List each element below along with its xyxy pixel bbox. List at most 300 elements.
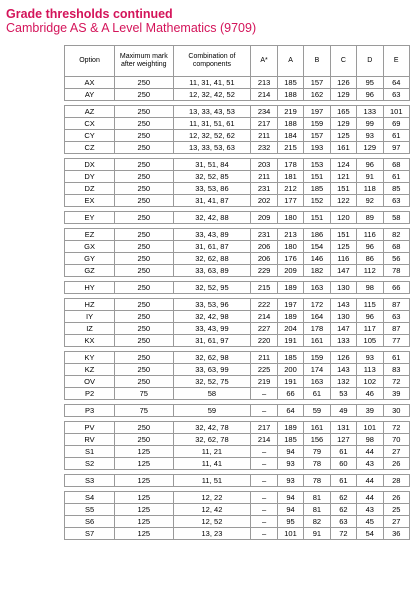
table-cell: 45 <box>357 516 383 528</box>
table-cell: 32, 42, 98 <box>173 311 251 323</box>
table-row <box>65 311 410 323</box>
table-cell: 61 <box>304 388 330 400</box>
table-cell: – <box>251 446 277 458</box>
table-cell: 151 <box>304 171 330 183</box>
table-cell: 98 <box>357 282 383 294</box>
table-cell: 250 <box>115 434 173 446</box>
table-cell: 68 <box>383 159 410 171</box>
table-cell: 94 <box>277 504 303 516</box>
table-cell: 193 <box>304 142 330 154</box>
table-cell: 162 <box>304 89 330 101</box>
table-row <box>65 159 410 171</box>
table-cell: 39 <box>383 388 410 400</box>
table-cell: 12, 52 <box>173 516 251 528</box>
table-cell: 151 <box>304 212 330 224</box>
table-row <box>65 118 410 130</box>
table-cell: 174 <box>304 364 330 376</box>
table-row <box>65 241 410 253</box>
table-cell: AX <box>65 77 115 89</box>
table-cell: 250 <box>115 422 173 434</box>
table-cell: 58 <box>173 388 251 400</box>
table-cell: 191 <box>277 376 303 388</box>
table-cell: 31, 61, 97 <box>173 335 251 347</box>
table-cell: CY <box>65 130 115 142</box>
table-cell: 250 <box>115 130 173 142</box>
table-cell: 125 <box>115 475 173 487</box>
table-cell: 44 <box>357 446 383 458</box>
table-cell: 28 <box>383 475 410 487</box>
table-cell: 93 <box>357 352 383 364</box>
table-row <box>65 171 410 183</box>
table-cell: 72 <box>330 528 356 540</box>
table-row <box>65 388 410 400</box>
table-cell: 131 <box>330 422 356 434</box>
table-cell: 81 <box>304 504 330 516</box>
table-cell: 44 <box>357 475 383 487</box>
table-cell: 126 <box>330 77 356 89</box>
table-cell: 72 <box>383 376 410 388</box>
header-option: Option <box>65 46 115 77</box>
table-cell: 63 <box>383 195 410 207</box>
table-cell: 62 <box>330 504 356 516</box>
table-cell: HZ <box>65 299 115 311</box>
table-cell: 63 <box>383 311 410 323</box>
table-cell: 32, 62, 88 <box>173 253 251 265</box>
table-cell: 250 <box>115 323 173 335</box>
table-cell: 197 <box>277 299 303 311</box>
table-cell: 185 <box>304 183 330 195</box>
table-cell: 101 <box>383 106 410 118</box>
table-cell: DZ <box>65 183 115 195</box>
header-grade-e: E <box>383 46 410 77</box>
table-cell: – <box>251 528 277 540</box>
table-cell: 163 <box>304 282 330 294</box>
table-cell: 53 <box>330 388 356 400</box>
table-cell: 96 <box>357 89 383 101</box>
table-cell: 122 <box>330 195 356 207</box>
table-cell: 184 <box>277 130 303 142</box>
header-max-mark: Maximum mark after weighting <box>115 46 173 77</box>
table-cell: 250 <box>115 282 173 294</box>
table-cell: 232 <box>251 142 277 154</box>
table-cell: 209 <box>251 212 277 224</box>
table-cell: 63 <box>383 89 410 101</box>
table-row <box>65 229 410 241</box>
table-cell: 78 <box>383 265 410 277</box>
table-cell: – <box>251 405 277 417</box>
table-cell: 85 <box>383 183 410 195</box>
table-cell: 32, 52, 85 <box>173 171 251 183</box>
table-row <box>65 335 410 347</box>
table-cell: IY <box>65 311 115 323</box>
table-row <box>65 183 410 195</box>
table-cell: 12, 32, 52, 62 <box>173 130 251 142</box>
table-cell: 97 <box>383 142 410 154</box>
table-body <box>65 77 410 540</box>
table-cell: GY <box>65 253 115 265</box>
table-cell: 99 <box>357 118 383 130</box>
table-cell: 157 <box>304 77 330 89</box>
table-cell: 181 <box>277 171 303 183</box>
header-grade-c: C <box>330 46 356 77</box>
table-cell: 200 <box>277 364 303 376</box>
table-cell: S6 <box>65 516 115 528</box>
table-cell: 61 <box>383 352 410 364</box>
table-cell: 178 <box>277 159 303 171</box>
table-cell: 33, 43, 99 <box>173 323 251 335</box>
table-cell: KX <box>65 335 115 347</box>
table-cell: 58 <box>383 212 410 224</box>
table-cell: 203 <box>251 159 277 171</box>
table-cell: 206 <box>251 241 277 253</box>
table-cell: – <box>251 458 277 470</box>
table-cell: 214 <box>251 311 277 323</box>
table-cell: S4 <box>65 492 115 504</box>
table-cell: 83 <box>383 364 410 376</box>
table-cell: EZ <box>65 229 115 241</box>
table-cell: IZ <box>65 323 115 335</box>
table-cell: 11, 31, 41, 51 <box>173 77 251 89</box>
table-cell: 217 <box>251 422 277 434</box>
table-cell: OV <box>65 376 115 388</box>
table-cell: 72 <box>383 422 410 434</box>
table-cell: 219 <box>277 106 303 118</box>
table-cell: 250 <box>115 265 173 277</box>
table-cell: 217 <box>251 118 277 130</box>
table-cell: 146 <box>304 253 330 265</box>
table-cell: 229 <box>251 265 277 277</box>
table-row <box>65 142 410 154</box>
table-cell: 32, 42, 78 <box>173 422 251 434</box>
table-cell: 32, 42, 88 <box>173 212 251 224</box>
table-cell: 197 <box>304 106 330 118</box>
table-cell: 64 <box>383 77 410 89</box>
table-cell: – <box>251 388 277 400</box>
table-cell: CX <box>65 118 115 130</box>
table-cell: 94 <box>277 492 303 504</box>
table-cell: 130 <box>330 311 356 323</box>
table-cell: 13, 33, 43, 53 <box>173 106 251 118</box>
table-cell: 117 <box>357 323 383 335</box>
table-cell: 96 <box>357 311 383 323</box>
table-cell: 130 <box>330 282 356 294</box>
table-cell: 39 <box>357 405 383 417</box>
table-cell: 189 <box>277 422 303 434</box>
table-row <box>65 458 410 470</box>
table-cell: 250 <box>115 77 173 89</box>
table-cell: 31, 61, 87 <box>173 241 251 253</box>
table-cell: 56 <box>383 253 410 265</box>
table-row <box>65 376 410 388</box>
table-cell: 98 <box>357 434 383 446</box>
table-row <box>65 212 410 224</box>
table-cell: 92 <box>357 195 383 207</box>
table-cell: 189 <box>277 282 303 294</box>
table-cell: 27 <box>383 516 410 528</box>
table-cell: 115 <box>357 299 383 311</box>
table-cell: 159 <box>304 352 330 364</box>
table-cell: 176 <box>277 253 303 265</box>
table-cell: S5 <box>65 504 115 516</box>
table-cell: 33, 63, 99 <box>173 364 251 376</box>
table-cell: 202 <box>251 195 277 207</box>
table-row <box>65 422 410 434</box>
table-cell: EY <box>65 212 115 224</box>
table-cell: 33, 53, 96 <box>173 299 251 311</box>
table-cell: 185 <box>277 434 303 446</box>
header-grade-d: D <box>357 46 383 77</box>
table-row <box>65 528 410 540</box>
table-cell: 12, 32, 42, 52 <box>173 89 251 101</box>
table-cell: 91 <box>357 171 383 183</box>
table-cell: 250 <box>115 352 173 364</box>
table-cell: 12, 42 <box>173 504 251 516</box>
grade-thresholds-table <box>64 45 410 540</box>
table-cell: 46 <box>357 388 383 400</box>
table-cell: 250 <box>115 229 173 241</box>
table-cell: HY <box>65 282 115 294</box>
table-cell: 125 <box>115 458 173 470</box>
table-cell: AY <box>65 89 115 101</box>
table-cell: 33, 63, 89 <box>173 265 251 277</box>
table-row <box>65 77 410 89</box>
table-row <box>65 446 410 458</box>
table-cell: 204 <box>277 323 303 335</box>
table-cell: 12, 22 <box>173 492 251 504</box>
table-cell: 219 <box>251 376 277 388</box>
table-cell: 61 <box>383 171 410 183</box>
table-cell: 116 <box>330 253 356 265</box>
table-cell: 165 <box>330 106 356 118</box>
table-cell: 62 <box>330 492 356 504</box>
table-row <box>65 89 410 101</box>
table-cell: S2 <box>65 458 115 470</box>
table-cell: 127 <box>330 434 356 446</box>
table-cell: 209 <box>277 265 303 277</box>
table-cell: 178 <box>304 323 330 335</box>
table-cell: 154 <box>304 241 330 253</box>
table-cell: S7 <box>65 528 115 540</box>
table-cell: 188 <box>277 118 303 130</box>
table-cell: 215 <box>277 142 303 154</box>
table-cell: 95 <box>277 516 303 528</box>
table-cell: 32, 52, 95 <box>173 282 251 294</box>
table-cell: 206 <box>251 253 277 265</box>
table-cell: 78 <box>304 475 330 487</box>
table-cell: 151 <box>330 229 356 241</box>
table-cell: 189 <box>277 311 303 323</box>
table-cell: 26 <box>383 492 410 504</box>
table-cell: P2 <box>65 388 115 400</box>
table-cell: 220 <box>251 335 277 347</box>
table-cell: 43 <box>357 504 383 516</box>
page-title: Grade thresholds continued <box>6 7 173 21</box>
table-row <box>65 516 410 528</box>
table-cell: 86 <box>357 253 383 265</box>
table-cell: 32, 62, 78 <box>173 434 251 446</box>
table-cell: 105 <box>357 335 383 347</box>
table-cell: 66 <box>277 388 303 400</box>
table-cell: 11, 31, 51, 61 <box>173 118 251 130</box>
table-cell: 211 <box>251 352 277 364</box>
table-cell: 250 <box>115 159 173 171</box>
table-cell: 250 <box>115 335 173 347</box>
table-cell: RV <box>65 434 115 446</box>
table-cell: CZ <box>65 142 115 154</box>
table-cell: 75 <box>115 388 173 400</box>
table-cell: 185 <box>277 352 303 364</box>
table-cell: 61 <box>330 475 356 487</box>
table-cell: 43 <box>357 458 383 470</box>
table-cell: 95 <box>357 77 383 89</box>
table-cell: 143 <box>330 364 356 376</box>
table-cell: 112 <box>357 265 383 277</box>
table-cell: 11, 21 <box>173 446 251 458</box>
table-cell: 177 <box>277 195 303 207</box>
table-cell: 116 <box>357 229 383 241</box>
table-cell: 120 <box>330 212 356 224</box>
table-row <box>65 434 410 446</box>
table-cell: 31, 51, 84 <box>173 159 251 171</box>
table-cell: GX <box>65 241 115 253</box>
table-cell: 214 <box>251 434 277 446</box>
table-cell: S3 <box>65 475 115 487</box>
table-cell: 121 <box>330 171 356 183</box>
table-cell: 213 <box>277 229 303 241</box>
table-cell: AZ <box>65 106 115 118</box>
table-cell: 118 <box>357 183 383 195</box>
table-row <box>65 323 410 335</box>
table-cell: 30 <box>383 405 410 417</box>
table-cell: 250 <box>115 299 173 311</box>
table-row <box>65 130 410 142</box>
table-cell: 161 <box>330 142 356 154</box>
table-cell: 125 <box>115 492 173 504</box>
table-cell: 44 <box>357 492 383 504</box>
table-cell: 93 <box>277 475 303 487</box>
table-cell: 70 <box>383 434 410 446</box>
table-cell: 250 <box>115 195 173 207</box>
table-cell: 225 <box>251 364 277 376</box>
table-cell: 186 <box>304 229 330 241</box>
table-cell: 13, 23 <box>173 528 251 540</box>
table-row <box>65 265 410 277</box>
table-cell: 250 <box>115 253 173 265</box>
table-cell: 81 <box>304 492 330 504</box>
table-cell: 87 <box>383 299 410 311</box>
table-cell: 26 <box>383 458 410 470</box>
table-header-row <box>65 46 410 77</box>
table-cell: 125 <box>330 130 356 142</box>
table-cell: PV <box>65 422 115 434</box>
table-row <box>65 282 410 294</box>
table-cell: 79 <box>304 446 330 458</box>
table-cell: 27 <box>383 446 410 458</box>
table-cell: 31, 41, 87 <box>173 195 251 207</box>
table-cell: 214 <box>251 89 277 101</box>
table-cell: 161 <box>304 335 330 347</box>
table-cell: 87 <box>383 323 410 335</box>
table-row <box>65 364 410 376</box>
table-row <box>65 475 410 487</box>
table-cell: KY <box>65 352 115 364</box>
table-row <box>65 504 410 516</box>
table-cell: 126 <box>330 352 356 364</box>
table-row <box>65 106 410 118</box>
table-row <box>65 492 410 504</box>
table-cell: 180 <box>277 241 303 253</box>
table-cell: 151 <box>330 183 356 195</box>
table-cell: 250 <box>115 376 173 388</box>
table-cell: 164 <box>304 311 330 323</box>
table-cell: – <box>251 475 277 487</box>
table-row <box>65 195 410 207</box>
table-cell: 215 <box>251 282 277 294</box>
table-cell: 147 <box>330 323 356 335</box>
table-cell: 250 <box>115 142 173 154</box>
table-cell: – <box>251 504 277 516</box>
table-cell: 234 <box>251 106 277 118</box>
table-cell: P3 <box>65 405 115 417</box>
table-cell: 133 <box>357 106 383 118</box>
table-cell: 125 <box>115 528 173 540</box>
table-row <box>65 253 410 265</box>
table-cell: – <box>251 516 277 528</box>
table-cell: 191 <box>277 335 303 347</box>
table-cell: 96 <box>357 159 383 171</box>
table-cell: 77 <box>383 335 410 347</box>
table-cell: 163 <box>304 376 330 388</box>
table-cell: 153 <box>304 159 330 171</box>
table-cell: 64 <box>277 405 303 417</box>
table-cell: 180 <box>277 212 303 224</box>
table-cell: 143 <box>330 299 356 311</box>
table-cell: 152 <box>304 195 330 207</box>
table-cell: 125 <box>115 504 173 516</box>
table-cell: 147 <box>330 265 356 277</box>
header-grade-b: B <box>304 46 330 77</box>
table-cell: 59 <box>304 405 330 417</box>
header-combination: Combination of components <box>173 46 251 77</box>
table-cell: EX <box>65 195 115 207</box>
table-cell: 113 <box>357 364 383 376</box>
table-cell: 124 <box>330 159 356 171</box>
table-cell: 129 <box>330 118 356 130</box>
table-cell: 33, 53, 86 <box>173 183 251 195</box>
table-cell: 101 <box>357 422 383 434</box>
table-cell: 94 <box>277 446 303 458</box>
table-cell: DX <box>65 159 115 171</box>
table-cell: 250 <box>115 183 173 195</box>
table-cell: 159 <box>304 118 330 130</box>
table-cell: 78 <box>304 458 330 470</box>
table-cell: 101 <box>277 528 303 540</box>
table-cell: 156 <box>304 434 330 446</box>
table-cell: 213 <box>251 77 277 89</box>
table-cell: DY <box>65 171 115 183</box>
table-cell: 129 <box>330 89 356 101</box>
table-cell: 129 <box>357 142 383 154</box>
table-cell: 63 <box>330 516 356 528</box>
table-cell: 231 <box>251 183 277 195</box>
table-cell: 75 <box>115 405 173 417</box>
table-cell: 11, 51 <box>173 475 251 487</box>
table-cell: 82 <box>383 229 410 241</box>
table-cell: 61 <box>383 130 410 142</box>
table-cell: 61 <box>330 446 356 458</box>
table-cell: 25 <box>383 504 410 516</box>
table-cell: 211 <box>251 171 277 183</box>
